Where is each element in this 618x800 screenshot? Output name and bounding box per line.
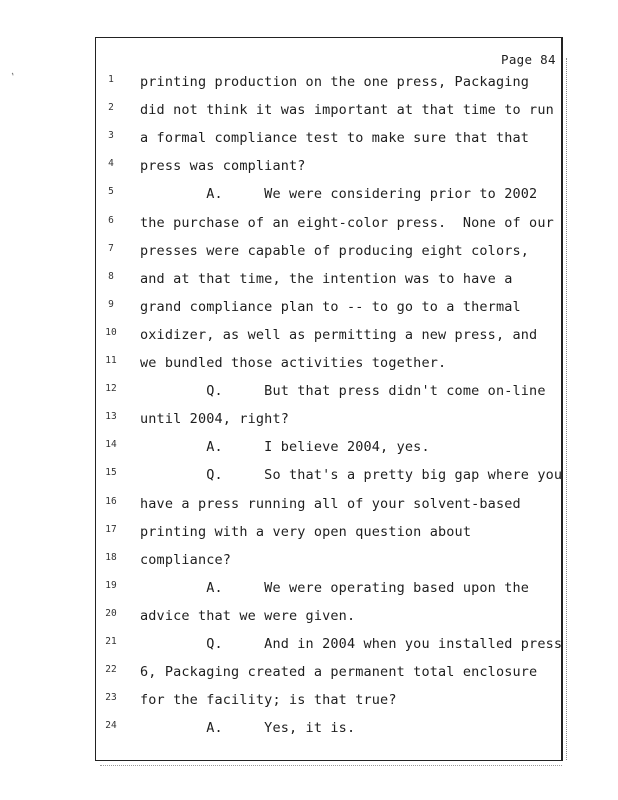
line-number: 12 xyxy=(105,383,117,395)
margin-mark: ’ xyxy=(9,71,20,83)
line-number: 17 xyxy=(105,523,117,535)
line-number: 11 xyxy=(105,355,117,366)
line-number: 8 xyxy=(108,270,114,282)
line-number: 7 xyxy=(108,242,114,254)
line-text: and at that time, the intention was to have a xyxy=(140,270,513,287)
line-text: we bundled those activities together. xyxy=(140,355,447,371)
transcript-line xyxy=(0,298,618,318)
transcript-line xyxy=(0,551,618,571)
transcript-line xyxy=(0,691,618,711)
line-number: 4 xyxy=(108,158,114,170)
transcript-line xyxy=(0,382,618,402)
line-text: Q. So that's a pretty big gap where you xyxy=(140,467,563,484)
line-text: a formal compliance test to make sure that that xyxy=(140,130,530,147)
transcript-line xyxy=(0,523,618,543)
transcript-line xyxy=(0,157,618,177)
line-text: have a press running all of your solvent-based xyxy=(140,495,521,512)
line-number: 20 xyxy=(105,607,117,619)
line-text: did not think it was important at that time to run xyxy=(140,102,554,119)
line-text: A. Yes, it is. xyxy=(140,720,356,737)
line-text: A. We were operating based upon the xyxy=(140,579,530,596)
line-number: 21 xyxy=(105,636,117,647)
transcript-line xyxy=(0,635,618,655)
line-text: A. I believe 2004, yes. xyxy=(140,439,430,456)
line-text: presses were capable of producing eight colors, xyxy=(140,242,530,259)
transcript-line xyxy=(0,438,618,458)
line-text: Q. And in 2004 when you installed press xyxy=(140,636,563,652)
line-number: 16 xyxy=(105,495,117,507)
line-text: printing production on the one press, Packaging xyxy=(140,74,530,90)
line-text: Q. But that press didn't come on-line xyxy=(140,383,546,400)
transcript-line xyxy=(0,73,618,93)
transcript-line xyxy=(0,719,618,739)
transcript-line xyxy=(0,410,618,430)
line-number: 15 xyxy=(105,467,117,479)
line-text: A. We were considering prior to 2002 xyxy=(140,186,538,203)
line-number: 5 xyxy=(108,186,114,198)
line-text: the purchase of an eight-color press. None of our xyxy=(140,214,554,231)
line-text: until 2004, right? xyxy=(140,411,289,428)
line-number: 3 xyxy=(108,130,114,142)
line-text: press was compliant? xyxy=(140,158,306,175)
line-number: 23 xyxy=(105,692,117,704)
line-text: printing with a very open question about xyxy=(140,523,472,540)
line-number: 19 xyxy=(105,579,117,591)
page-number: Page 84 xyxy=(501,52,556,67)
transcript-line xyxy=(0,129,618,149)
transcript-line xyxy=(0,242,618,262)
transcript-line xyxy=(0,495,618,515)
line-text: for the facility; is that true? xyxy=(140,692,397,709)
line-number: 22 xyxy=(105,664,117,676)
line-text: grand compliance plan to -- to go to a thermal xyxy=(140,298,521,315)
line-number: 1 xyxy=(108,74,114,85)
line-number: 24 xyxy=(105,720,117,732)
line-number: 9 xyxy=(108,298,114,310)
page-edge-shadow xyxy=(100,762,562,766)
line-number: 6 xyxy=(108,214,114,226)
transcript-line xyxy=(0,466,618,486)
line-text: compliance? xyxy=(140,551,232,568)
line-number: 13 xyxy=(105,411,117,423)
transcript-line xyxy=(0,607,618,627)
transcript-line xyxy=(0,101,618,121)
transcript-line xyxy=(0,354,618,374)
line-number: 2 xyxy=(108,102,114,114)
line-number: 18 xyxy=(105,551,117,563)
line-number: 14 xyxy=(105,439,117,451)
line-text: advice that we were given. xyxy=(140,607,356,624)
transcript-line xyxy=(0,214,618,234)
transcript-line xyxy=(0,270,618,290)
line-text: oxidizer, as well as permitting a new press, and xyxy=(140,326,538,343)
transcript-line xyxy=(0,326,618,346)
transcript-line xyxy=(0,663,618,683)
line-text: 6, Packaging created a permanent total enclosure xyxy=(140,664,538,681)
transcript-line xyxy=(0,579,618,599)
line-number: 10 xyxy=(105,326,117,338)
transcript-line xyxy=(0,185,618,205)
